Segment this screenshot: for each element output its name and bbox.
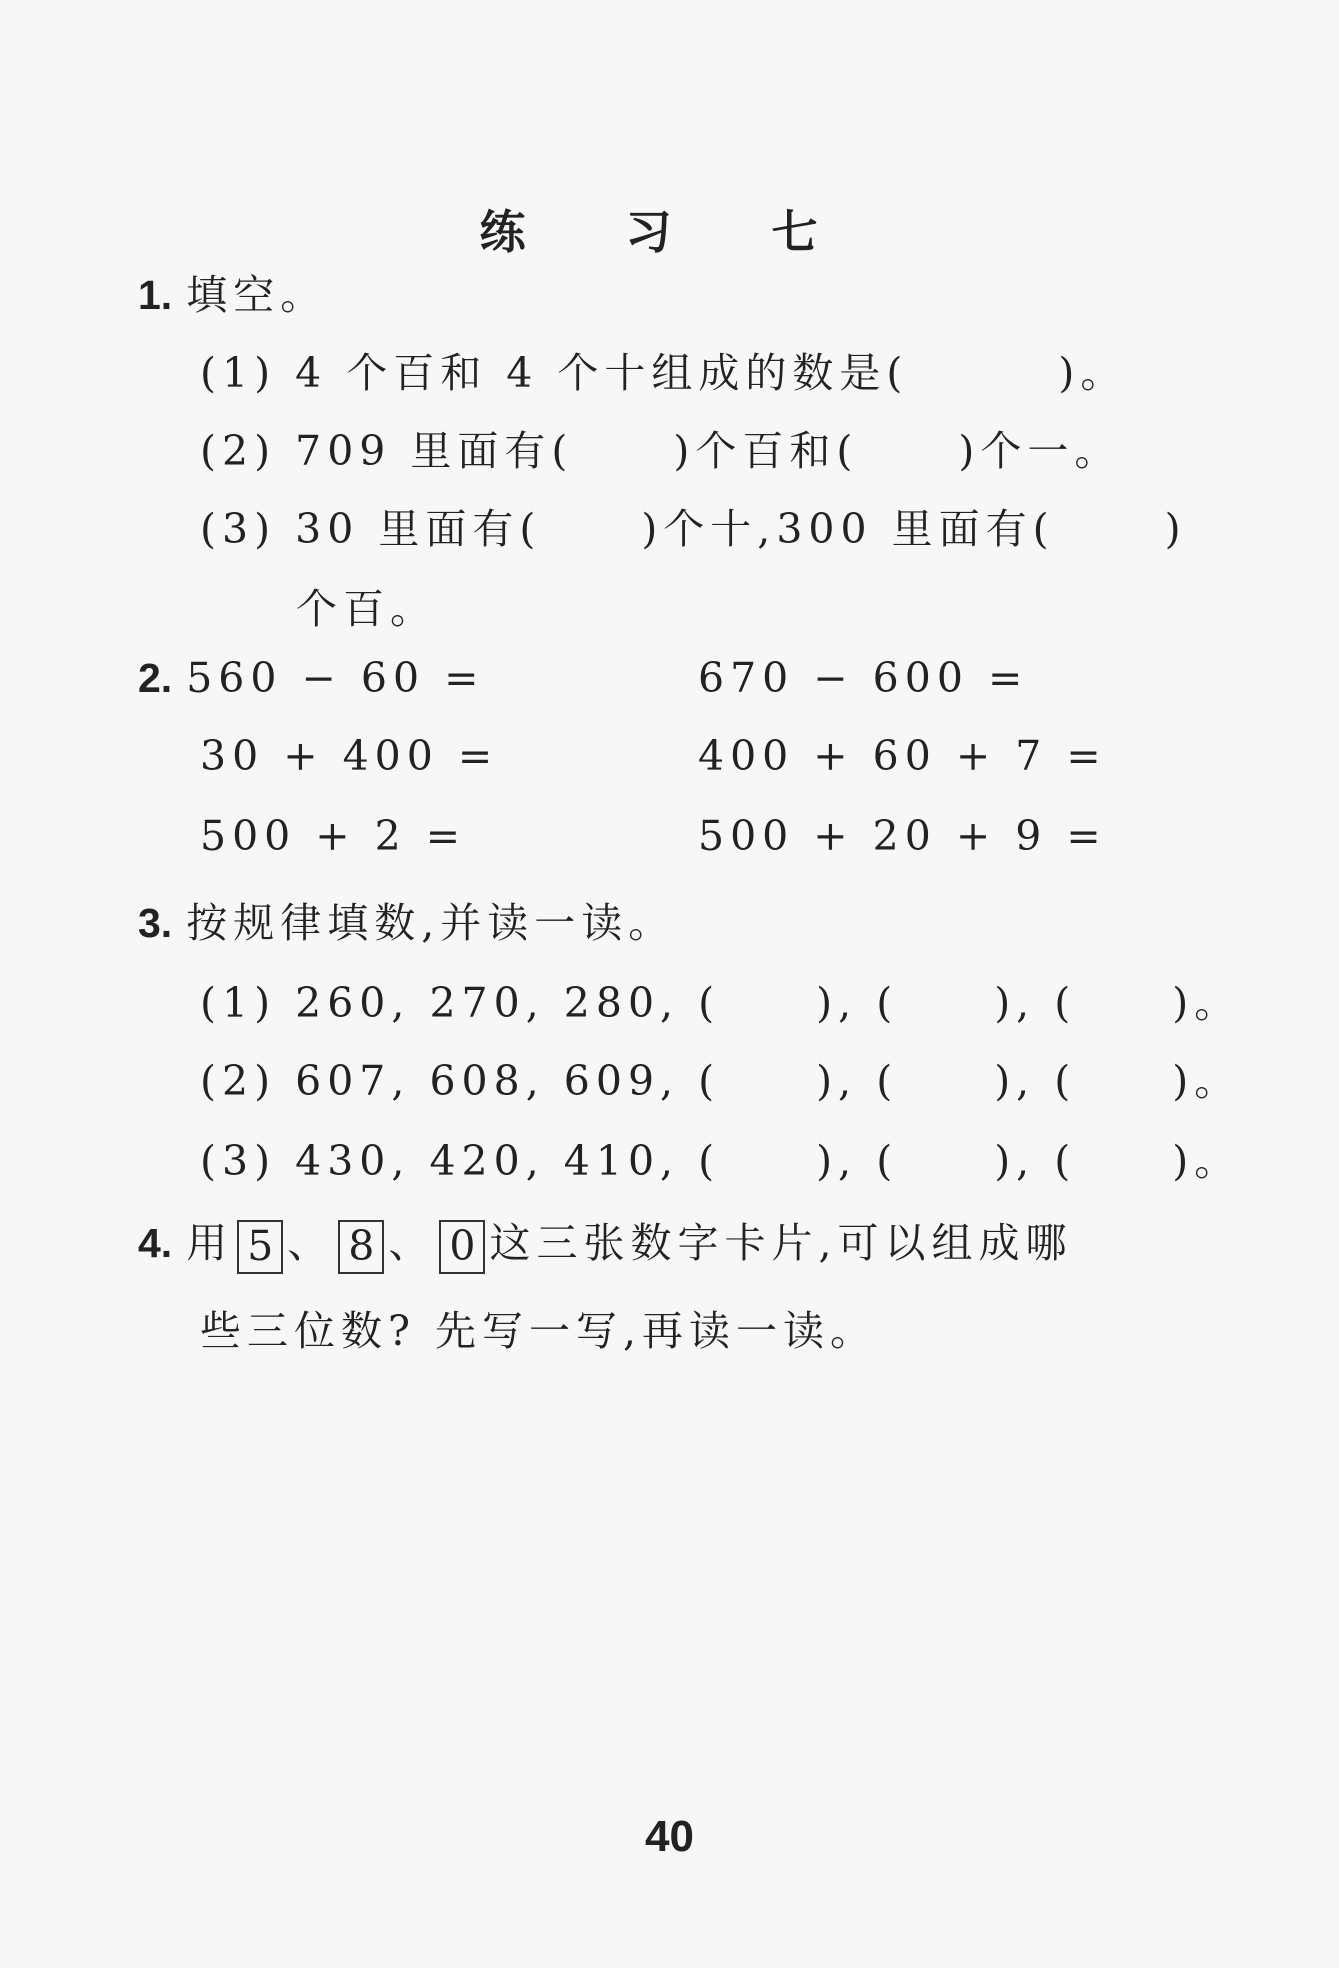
q2-expr: 30 + 400 = bbox=[200, 732, 499, 780]
q3-paren: ( bbox=[1054, 1057, 1077, 1105]
q2-expr: 500 + 2 = bbox=[200, 812, 467, 860]
q3-paren: )。 bbox=[1172, 1137, 1242, 1185]
q3-paren: ( bbox=[698, 979, 721, 1027]
q2-number: 2. bbox=[138, 655, 173, 701]
q3-sequence: 430, 420, 410, bbox=[295, 1137, 680, 1185]
q3-paren: ( bbox=[876, 1137, 899, 1185]
q2-expr: 670 − 600 = bbox=[698, 654, 1029, 702]
q3-paren: ( bbox=[876, 1057, 899, 1105]
q3-paren: ), bbox=[816, 979, 858, 1027]
q4-separator: 、 bbox=[388, 1219, 436, 1267]
digit-card-0: 0 bbox=[439, 1220, 485, 1274]
q1-item-3-mid: )个十,300 里面有( bbox=[641, 505, 1055, 553]
q3-text: 按规律填数,并读一读。 bbox=[186, 899, 676, 947]
q3-row-2 bbox=[200, 1048, 1241, 1107]
q3-heading bbox=[138, 890, 675, 949]
q3-paren: ( bbox=[698, 1137, 721, 1185]
q3-paren: ), bbox=[816, 1057, 858, 1105]
q1-item-2-text: (2) 709 里面有( bbox=[200, 427, 574, 475]
q3-paren: ( bbox=[1054, 1137, 1077, 1185]
q1-item-2-mid: )个百和( bbox=[673, 427, 859, 475]
q3-paren: ), bbox=[816, 1137, 858, 1185]
q1-item-1-text: (1) 4 个百和 4 个十组成的数是( bbox=[200, 349, 909, 397]
q1-item-2-end: )个一。 bbox=[958, 427, 1122, 475]
q1-item-3-continued: 个百。 bbox=[296, 585, 437, 633]
q3-paren: ( bbox=[876, 979, 899, 1027]
q2-expr: 500 + 20 + 9 = bbox=[698, 812, 1107, 860]
q4-text: 这三张数字卡片,可以组成哪 bbox=[489, 1219, 1073, 1267]
digit-card-8: 8 bbox=[338, 1220, 384, 1274]
q3-paren: )。 bbox=[1172, 1057, 1242, 1105]
q3-row-1 bbox=[200, 970, 1241, 1029]
q3-sequence: 260, 270, 280, bbox=[295, 979, 680, 1027]
q2-expr: 400 + 60 + 7 = bbox=[698, 732, 1107, 780]
q2-row-1 bbox=[138, 654, 484, 702]
q3-paren: ), bbox=[994, 1137, 1036, 1185]
q3-label: (2) bbox=[200, 1057, 277, 1105]
digit-card-5: 5 bbox=[237, 1220, 283, 1274]
q3-row-3 bbox=[200, 1128, 1241, 1187]
page-number: 40 bbox=[645, 1812, 694, 1861]
q4-line-2: 些三位数? 先写一写,再读一读。 bbox=[200, 1307, 878, 1355]
q1-heading bbox=[138, 262, 327, 321]
q4-number: 4. bbox=[138, 1220, 173, 1266]
q1-item-3 bbox=[200, 496, 1187, 555]
q1-item-3-end: ) bbox=[1164, 505, 1187, 553]
q3-number: 3. bbox=[138, 900, 173, 946]
q4-separator: 、 bbox=[287, 1219, 335, 1267]
q3-label: (3) bbox=[200, 1137, 277, 1185]
q1-text: 填空。 bbox=[186, 271, 328, 319]
q1-item-1 bbox=[200, 340, 1127, 399]
q4-text: 用 bbox=[186, 1219, 234, 1267]
q1-item-1-end: )。 bbox=[1058, 349, 1128, 397]
q3-paren: ), bbox=[994, 1057, 1036, 1105]
q3-paren: )。 bbox=[1172, 979, 1242, 1027]
q3-paren: ( bbox=[1054, 979, 1077, 1027]
q3-paren: ( bbox=[698, 1057, 721, 1105]
q3-label: (1) bbox=[200, 979, 277, 1027]
q3-paren: ), bbox=[994, 979, 1036, 1027]
q1-item-2 bbox=[200, 418, 1121, 477]
q1-item-3-text: (3) 30 里面有( bbox=[200, 505, 542, 553]
page-title: 练 习 七 bbox=[479, 205, 860, 259]
q4-line-1 bbox=[138, 1210, 1073, 1274]
q3-sequence: 607, 608, 609, bbox=[295, 1057, 680, 1105]
q1-number: 1. bbox=[138, 272, 173, 318]
q2-expr: 560 − 60 = bbox=[186, 654, 485, 702]
